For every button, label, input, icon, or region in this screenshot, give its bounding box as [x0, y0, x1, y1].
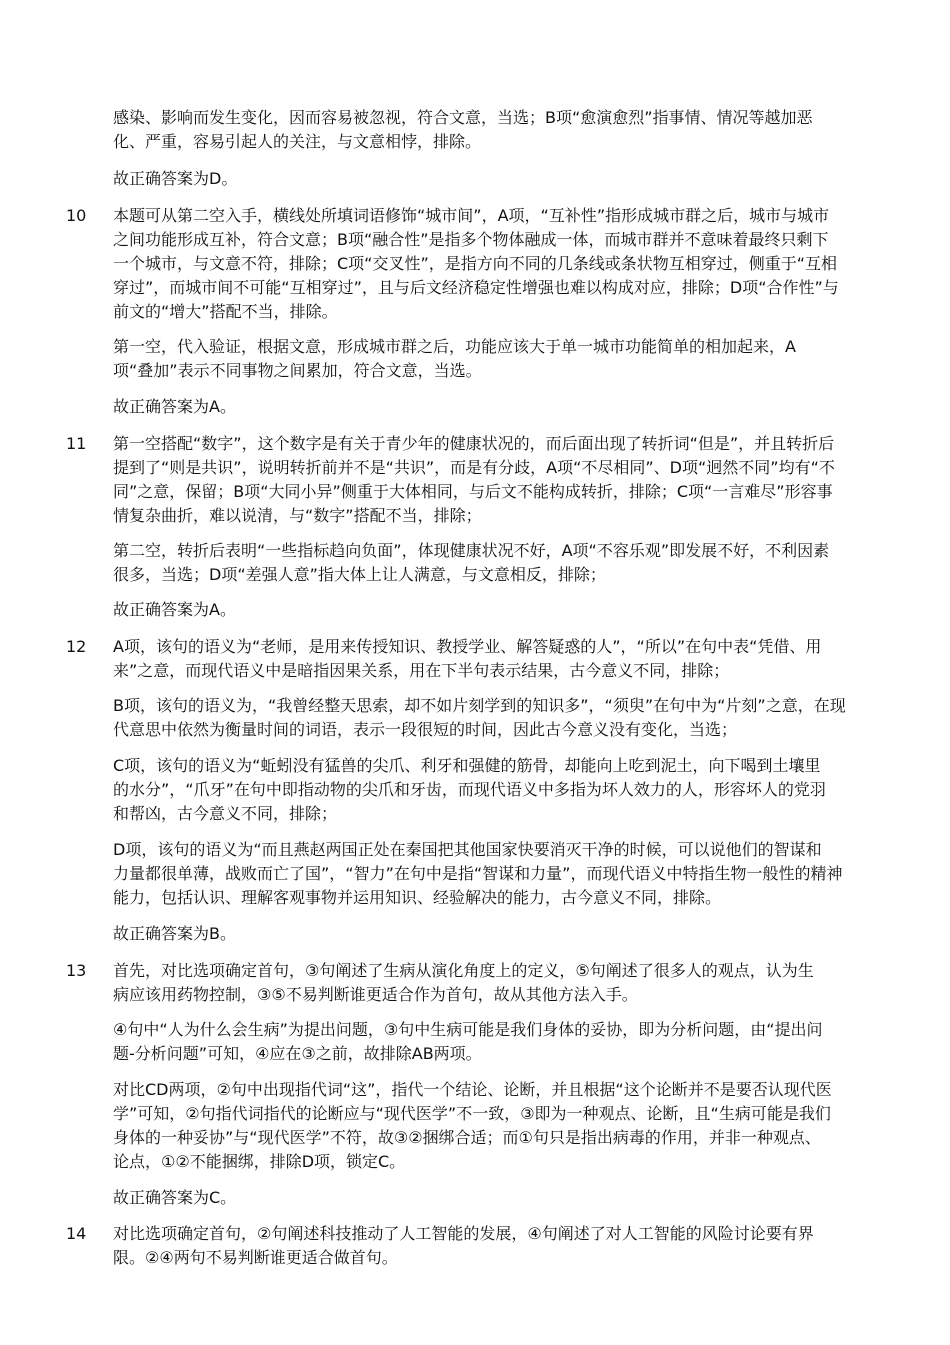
answer-line: 故正确答案为A。 — [113, 397, 236, 416]
explanation-paragraph: A项，该句的语义为“老师，是用来传授知识、教授学业、解答疑惑的人”，“所以”在句中表“凭借、用 来”之意，而现代语义中是暗指因果关系，用在下半句表示结果，古今意义不同，排除； — [113, 637, 822, 680]
question-number: 14 — [66, 1224, 87, 1243]
explanation-paragraph: 首先，对比选项确定首句，③句阐述了生病从演化角度上的定义，⑤句阐述了很多人的观点，认为生 病应该用药物控制，③⑤不易判断谁更适合作为首句，故从其他方法入手。 — [113, 961, 814, 1004]
answer-line: 故正确答案为D。 — [113, 169, 238, 188]
answer-line: 故正确答案为C。 — [113, 1188, 237, 1207]
explanation-paragraph: 第二空，转折后表明“一些指标趋向负面”，体现健康状况不好，A项“不容乐观”即发展不好，不利因素 很多，当选；D项“差强人意”指大体上让人满意，与文意相反，排除； — [113, 541, 830, 584]
explanation-paragraph: B项，该句的语义为，“我曾经整天思索，却不如片刻学到的知识多”，“须臾”在句中为“片刻”之意，在现 代意思中依然为衡量时间的词语，表示一段很短的时间，因此古今意义没有变化，当选； — [113, 696, 846, 739]
explanation-paragraph: ④句中“人为什么会生病”为提出问题，③句中生病可能是我们身体的妥协，即为分析问题，由“提出问 题-分析问题”可知，④应在③之前，故排除AB两项。 — [113, 1020, 823, 1063]
explanation-paragraph: 第一空搭配“数字”，这个数字是有关于青少年的健康状况的，而后面出现了转折词“但是”，并且转折后 提到了“则是共识”，说明转折前并不是“共识”，而是有分歧，A项“不尽相同”、D项“迥然不同”均有“不 同”之意，保留；B项“大同小异”侧重于大体相同，与后文不能构成转折，排除；C项“一言难尽”形容事 情复杂曲折，难以说清，与“数字”搭配不当，排除； — [113, 434, 835, 525]
explanation-paragraph: 本题可从第二空入手，横线处所填词语修饰“城市间”，A项，“互补性”指形成城市群之后，城市与城市 之间功能形成互补，符合文意；B项“融合性”是指多个物体融成一体，而城市群并不意味着最终只剩下 一个城市，与文意不符，排除；C项“交叉性”，是指方向不同的几条线或条状物互相穿过，侧重于“互相 穿过”，而城市间不可能“互相穿过”，且与后文经济稳定性增强也难以构成对应，排除；D项“合作性”与 前文的“增大”搭配不当，排除。 — [113, 206, 839, 321]
explanation-paragraph: D项，该句的语义为“而且燕赵两国正处在秦国把其他国家快要消灭干净的时候，可以说他们的智谋和 力量都很单薄，战败而亡了国”，“智力”在句中是指“智谋和力量”，而现代语义中特指生物一般性的精神 能力，包括认识、理解客观事物并运用知识、经验解决的能力，古今意义不同，排除。 — [113, 840, 843, 907]
question-number: 13 — [66, 961, 87, 980]
answer-line: 故正确答案为A。 — [113, 600, 236, 619]
answer-line: 故正确答案为B。 — [113, 924, 236, 943]
question-number: 12 — [66, 637, 87, 656]
question-number: 11 — [66, 434, 87, 453]
explanation-paragraph: C项，该句的语义为“蚯蚓没有猛兽的尖爪、利牙和强健的筋骨，却能向上吃到泥土，向下喝到土壤里 的水分”，“爪牙”在句中即指动物的尖爪和牙齿，而现代语义中多指为坏人效力的人，形容坏人的党羽 和帮凶，古今意义不同，排除； — [113, 756, 826, 823]
explanation-paragraph: 对比CD两项，②句中出现指代词“这”，指代一个结论、论断，并且根据“这个论断并不是要否认现代医 学”可知，②句指代词指代的论断应与“现代医学”不一致，③即为一种观点、论断，且“生病可能是我们 身体的一种妥协”与“现代医学”不符，故③②捆绑合适；而①句只是指出病毒的作用，并非一种观点、 论点，①②不能捆绑，排除D项，锁定C。 — [113, 1080, 832, 1171]
question-number: 10 — [66, 206, 87, 225]
explanation-paragraph: 第一空，代入验证，根据文意，形成城市群之后，功能应该大于单一城市功能简单的相加起来，A 项“叠加”表示不同事物之间累加，符合文意，当选。 — [113, 337, 796, 380]
explanation-paragraph: 感染、影响而发生变化，因而容易被忽视，符合文意，当选；B项“愈演愈烈”指事情、情况等越加恶 化、严重，容易引起人的关注，与文意相悖，排除。 — [113, 108, 813, 151]
explanation-paragraph: 对比选项确定首句，②句阐述科技推动了人工智能的发展，④句阐述了对人工智能的风险讨论要有界 限。②④两句不易判断谁更适合做首句。 — [113, 1224, 814, 1267]
